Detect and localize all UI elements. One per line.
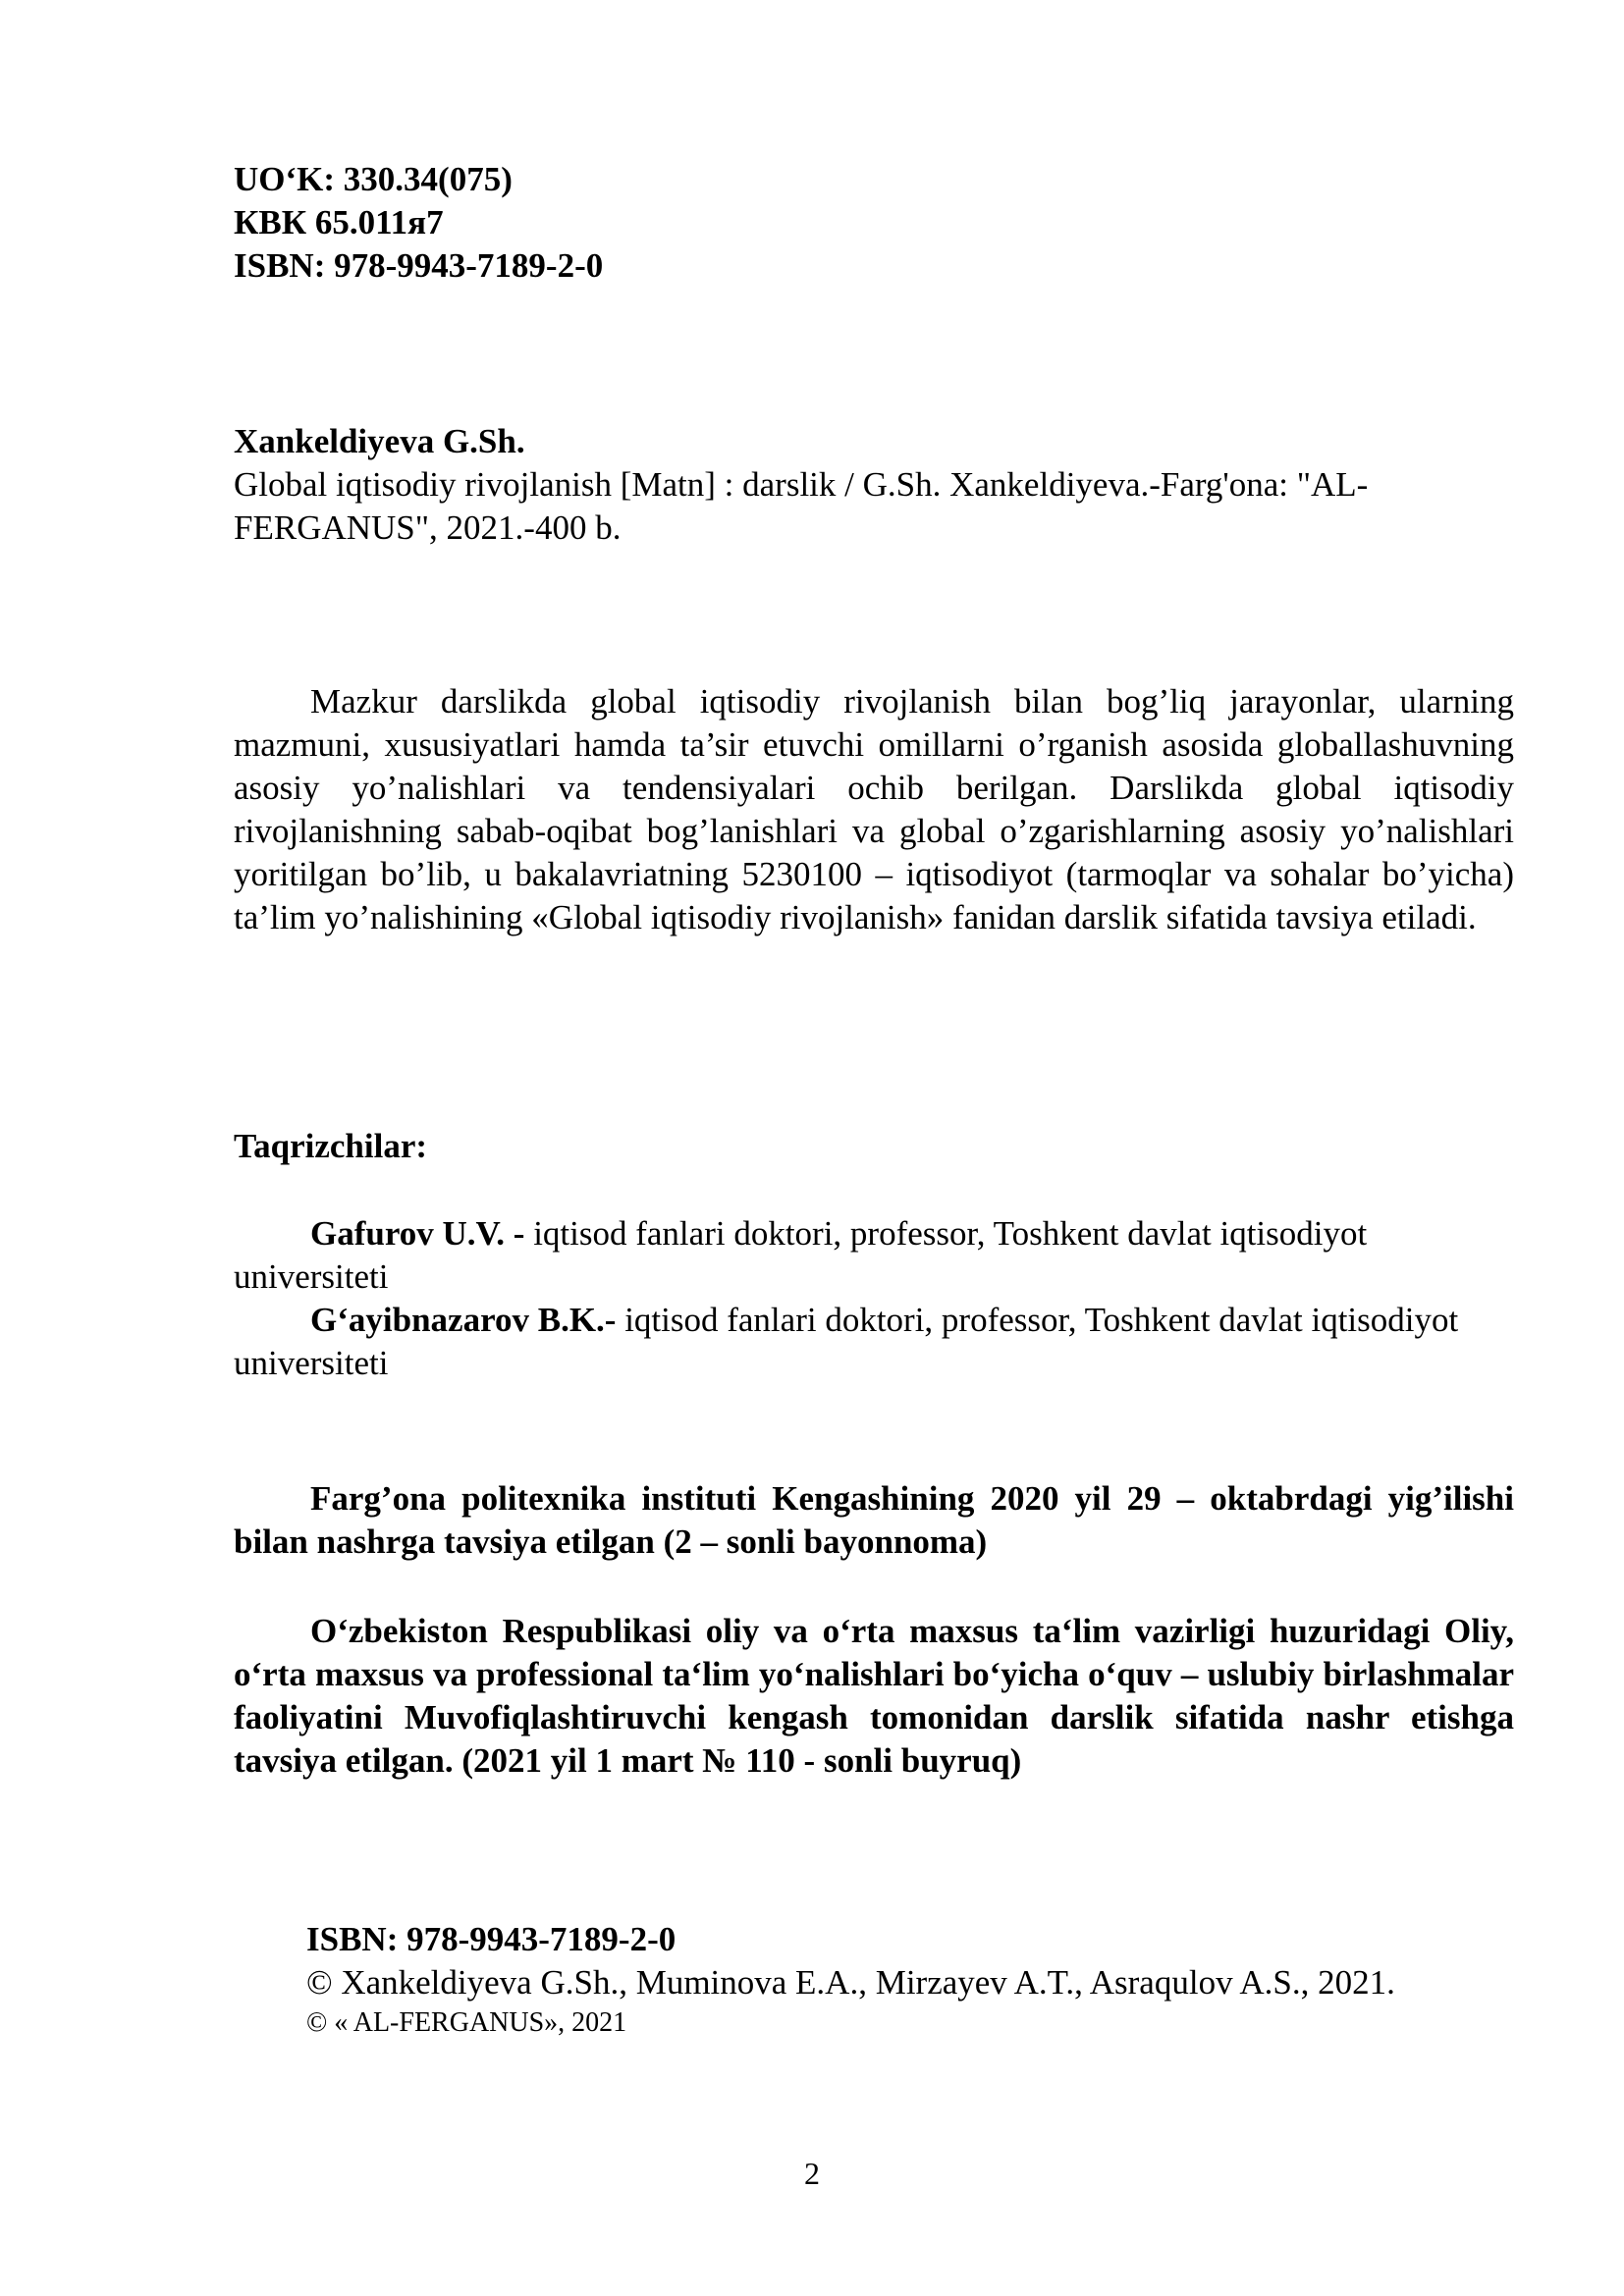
bibliographic-record	[234, 420, 1514, 550]
reviewers-heading: Taqrizchilar:	[234, 1127, 428, 1165]
copyright-publisher: © « AL-FERGANUS», 2021	[306, 2007, 627, 2038]
copyright-authors: © Xankeldiyeva G.Sh., Muminova E.A., Mirzayev A.T., Asraqulov A.S., 2021.	[306, 1963, 1395, 2002]
imprint-block	[306, 1918, 1524, 2042]
reviewer-details: iqtisod fanlari doktori, professor, Toshkent davlat iqtisodiyot universiteti	[234, 1301, 1459, 1382]
reviewer-entry	[234, 1212, 1514, 1299]
author-name: Xankeldiyeva G.Sh.	[234, 422, 525, 460]
reviewers-list	[234, 1212, 1514, 1385]
ministry-approval-note: O‘zbekiston Respublikasi oliy va o‘rta maxsus ta‘lim vazirligi huzuridagi Oliy, o‘rta maxsus va professional ta‘lim yo‘nalishlari bo‘yicha o‘quv – uslubiy birlashmalar faoliyatini Muvofiqlashtiruvchi kengash tomonidan darslik sifatida nashr etishga tavsiya etilgan. (2021 yil 1 mart № 110 - sonli buyruq)	[234, 1612, 1514, 1780]
bbk-code: КВК 65.011я7	[234, 203, 444, 241]
annotation-paragraph: Mazkur darslikda global iqtisodiy rivojlanish bilan bog’liq jarayonlar, ularning mazmuni, xususiyatlari hamda ta’sir etuvchi omillarni o’rganish asosida globallashuvning asosiy yo’nalishlari va tendensiyalari ochib berilgan. Darslikda global iqtisodiy rivojlanishning sabab-oqibat bog’lanishlari va global o’zgarishlarning asosiy yo’nalishlari yoritilgan bo’lib, u bakalavriatning 5230100 – iqtisodiyot (tarmoqlar va sohalar bo’yicha) ta’lim yo’nalishining «Global iqtisodiy rivojlanish» fanidan darslik sifatida tavsiya etiladi.	[234, 682, 1514, 936]
imprint-isbn: ISBN: 978-9943-7189-2-0	[306, 1920, 677, 1958]
classification-codes	[234, 158, 1514, 288]
reviewer-name: Gafurov U.V. -	[310, 1214, 525, 1253]
isbn-code: ISBN: 978-9943-7189-2-0	[234, 246, 604, 285]
reviewer-details: iqtisod fanlari doktori, professor, Toshkent davlat iqtisodiyot universiteti	[234, 1214, 1368, 1296]
bibliographic-description: Global iqtisodiy rivojlanish [Matn] : darslik / G.Sh. Xankeldiyeva.-Farg'ona: "AL-FERGANUS", 2021.-400 b.	[234, 465, 1369, 547]
page-number: 2	[804, 2156, 820, 2191]
reviewer-entry	[234, 1299, 1514, 1385]
reviewer-name: G‘ayibnazarov B.K.-	[310, 1301, 617, 1339]
udk-code: UO‘K: 330.34(075)	[234, 160, 513, 198]
institute-approval-note: Farg’ona politexnika instituti Kengashining 2020 yil 29 – oktabrdagi yig’ilishi bilan nashrga tavsiya etilgan (2 – sonli bayonnoma)	[234, 1479, 1514, 1561]
